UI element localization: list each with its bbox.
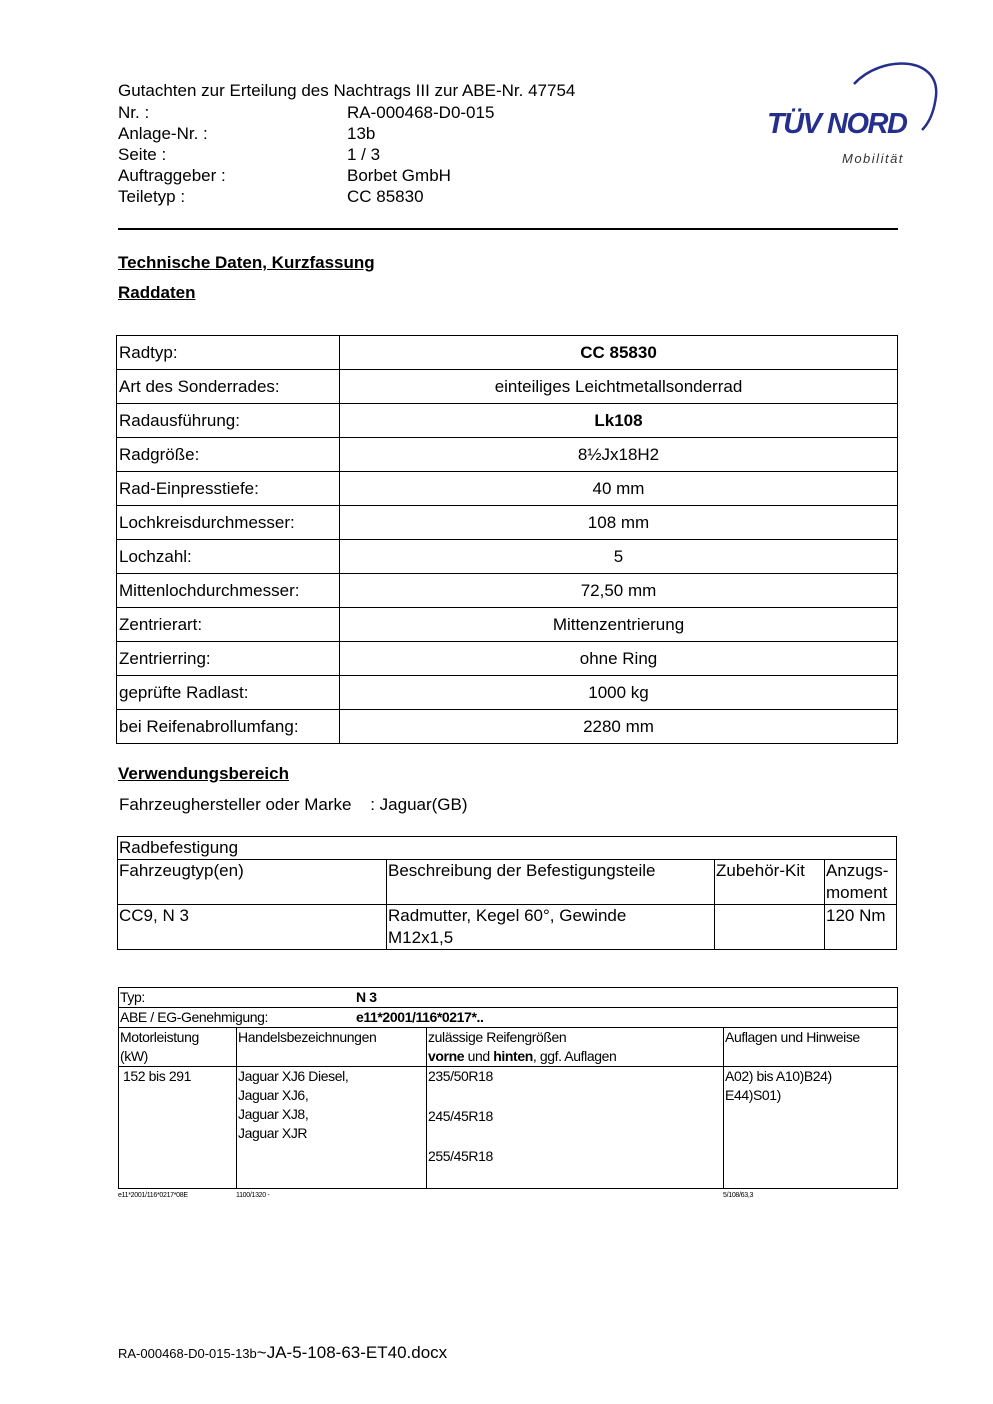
field-value: CC 85830	[347, 187, 424, 206]
wheel-data-table	[116, 335, 898, 744]
row-label: geprüfte Radlast:	[117, 676, 340, 710]
table-footnote-spec: 5/108/63,3	[723, 1192, 754, 1199]
manufacturer-value: Jaguar(GB)	[379, 795, 468, 814]
type-label: Typ:	[120, 989, 145, 1005]
col-header-tyres	[427, 1028, 724, 1067]
table-row	[117, 574, 898, 608]
col-header-kit: Zubehör-Kit	[715, 860, 825, 905]
field-value: 13b	[347, 124, 376, 143]
table-footnote-approval: e11*2001/116*0217*08E	[118, 1192, 188, 1199]
field-nr	[118, 102, 494, 123]
col-header-torque-line2: moment	[826, 883, 888, 902]
row-label: Radausführung:	[117, 404, 340, 438]
table-row	[119, 988, 898, 1008]
col-header-power	[119, 1028, 237, 1067]
field-label: Anlage-Nr. :	[118, 124, 208, 143]
col-header-tyres-line2	[428, 1047, 722, 1066]
row-label: bei Reifenabrollumfang:	[117, 710, 340, 744]
row-label: Lochzahl:	[117, 540, 340, 574]
col-header-tyres-line1: zulässige Reifengrößen	[428, 1029, 567, 1045]
col-header-power-line1: Motorleistung	[120, 1029, 199, 1045]
tyres-and-label: und	[464, 1048, 494, 1064]
table-footnote-range: 1100/1320 -	[236, 1192, 270, 1199]
field-label: Auftraggeber :	[118, 166, 226, 185]
table-row	[117, 642, 898, 676]
cell-tyres	[427, 1067, 724, 1189]
footer-filename: ~JA-5-108-63-ET40.docx	[256, 1343, 448, 1362]
logo-subtitle: Mobilität	[842, 151, 904, 166]
table-row	[117, 336, 898, 370]
row-label: Zentrierart:	[117, 608, 340, 642]
table-row	[119, 1067, 898, 1189]
cell-description-line2: M12x1,5	[388, 928, 454, 947]
row-value: 72,50 mm	[340, 574, 898, 608]
tyre-size: 235/50R18	[428, 1068, 493, 1084]
footer-doc-id: RA-000468-D0-015-13b	[118, 1346, 257, 1361]
page-footer	[118, 1343, 447, 1363]
cell-vehicle-type: CC9, N 3	[118, 905, 387, 950]
cell-kit	[715, 905, 825, 950]
table-header-row	[119, 1028, 898, 1067]
row-value: 108 mm	[340, 506, 898, 540]
mounting-table	[117, 836, 897, 950]
section-heading-tech: Technische Daten, Kurzfassung	[118, 253, 375, 272]
field-anlage	[118, 123, 494, 144]
table-row	[117, 438, 898, 472]
row-value: 8½Jx18H2	[340, 438, 898, 472]
row-value: 5	[340, 540, 898, 574]
table-row	[118, 837, 897, 860]
cell-trade-names	[237, 1067, 427, 1189]
field-label: Nr. :	[118, 103, 150, 122]
type-value: N 3	[356, 989, 377, 1005]
trade-name: Jaguar XJ8,	[238, 1106, 309, 1122]
header-fields	[118, 102, 494, 207]
field-teiletyp	[118, 186, 494, 207]
header-divider	[118, 228, 898, 230]
manufacturer-separator: :	[370, 795, 375, 814]
field-label: Teiletyp :	[118, 187, 186, 206]
table-row	[119, 1008, 898, 1028]
row-label: Mittenlochdurchmesser:	[117, 574, 340, 608]
col-header-trade-names: Handelsbezeichnungen	[237, 1028, 427, 1067]
row-value: 1000 kg	[340, 676, 898, 710]
section-heading-verwendung: Verwendungsbereich	[118, 764, 289, 783]
col-header-torque-line1: Anzugs-	[826, 861, 889, 880]
cell-notes	[724, 1067, 898, 1189]
row-value: 2280 mm	[340, 710, 898, 744]
cell-description-line1: Radmutter, Kegel 60°, Gewinde	[388, 906, 627, 925]
table-row	[118, 905, 897, 950]
col-header-power-line2: (kW)	[120, 1048, 148, 1064]
field-value: 1 / 3	[347, 145, 381, 164]
field-value: Borbet GmbH	[347, 166, 451, 185]
manufacturer-label: Fahrzeughersteller oder Marke	[119, 795, 352, 814]
field-label: Seite :	[118, 145, 167, 164]
field-seite	[118, 144, 494, 165]
row-label: Radtyp:	[117, 336, 340, 370]
trade-name: Jaguar XJR	[238, 1125, 308, 1141]
approval-label: ABE / EG-Genehmigung:	[120, 1009, 269, 1025]
table-row	[117, 676, 898, 710]
cell-description	[387, 905, 715, 950]
table-row	[117, 404, 898, 438]
table-row	[117, 370, 898, 404]
logo-wordmark: TÜV NORD	[767, 108, 907, 140]
table-row	[117, 506, 898, 540]
tyres-rest-label: , ggf. Auflagen	[532, 1048, 617, 1064]
mounting-title: Radbefestigung	[118, 837, 897, 860]
col-header-vehicle-type: Fahrzeugtyp(en)	[118, 860, 387, 905]
vehicle-type-table	[118, 987, 898, 1189]
col-header-torque	[825, 860, 897, 905]
type-cell	[119, 988, 898, 1008]
col-header-description: Beschreibung der Befestigungsteile	[387, 860, 715, 905]
trade-name: Jaguar XJ6 Diesel,	[238, 1068, 349, 1084]
tyres-front-label: vorne	[428, 1048, 465, 1064]
row-value: CC 85830	[340, 336, 898, 370]
row-value: einteiliges Leichtmetallsonderrad	[340, 370, 898, 404]
note-line: E44)S01)	[725, 1087, 781, 1103]
row-label: Rad-Einpresstiefe:	[117, 472, 340, 506]
row-label: Zentrierring:	[117, 642, 340, 676]
section-heading-raddaten: Raddaten	[118, 283, 196, 302]
field-value: RA-000468-D0-015	[347, 103, 495, 122]
approval-value: e11*2001/116*0217*..	[356, 1009, 484, 1025]
table-row	[117, 710, 898, 744]
cell-power: 152 bis 291	[119, 1067, 237, 1189]
approval-cell	[119, 1008, 898, 1028]
row-label: Lochkreisdurchmesser:	[117, 506, 340, 540]
table-row	[117, 540, 898, 574]
col-header-notes: Auflagen und Hinweise	[724, 1028, 898, 1067]
cell-torque: 120 Nm	[825, 905, 897, 950]
trade-name: Jaguar XJ6,	[238, 1087, 309, 1103]
note-line: A02) bis A10)B24)	[725, 1068, 832, 1084]
document-title: Gutachten zur Erteilung des Nachtrags III zur ABE-Nr. 47754	[118, 81, 576, 100]
tyres-rear-label: hinten	[493, 1048, 533, 1064]
row-value: 40 mm	[340, 472, 898, 506]
manufacturer-line	[119, 795, 468, 815]
field-auftraggeber	[118, 165, 494, 186]
tuev-nord-logo	[762, 58, 942, 170]
row-label: Art des Sonderrades:	[117, 370, 340, 404]
row-value: Mittenzentrierung	[340, 608, 898, 642]
tyre-size: 245/45R18	[428, 1108, 493, 1124]
row-value: ohne Ring	[340, 642, 898, 676]
row-label: Radgröße:	[117, 438, 340, 472]
table-row	[117, 472, 898, 506]
table-row	[117, 608, 898, 642]
row-value: Lk108	[340, 404, 898, 438]
tyre-size: 255/45R18	[428, 1148, 493, 1164]
table-header-row	[118, 860, 897, 905]
